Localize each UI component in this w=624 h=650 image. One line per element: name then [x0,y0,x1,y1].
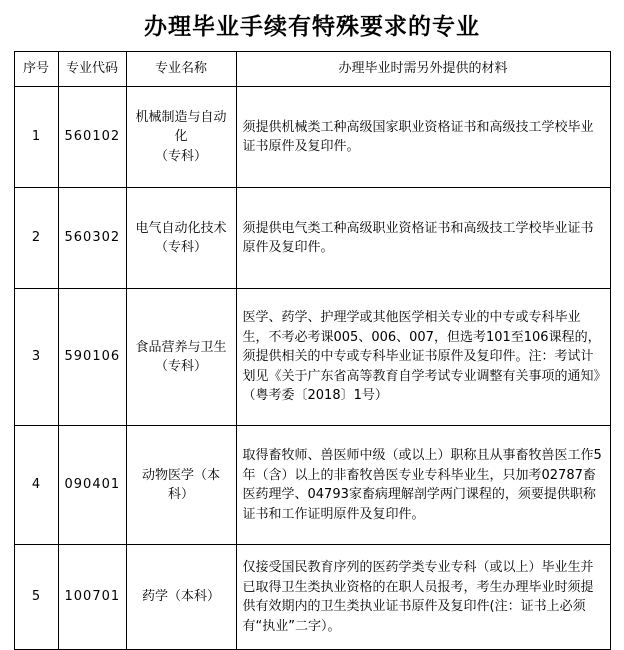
table-row [14,87,610,188]
column-header-materials: 办理毕业时需另外提供的材料 [236,52,610,87]
major-level: （专科） [154,240,207,255]
cell-materials: 仅接受国民教育序列的医药学类专业专科（或以上）毕业生并已取得卫生类执业资格的在职人员报考，考生办理毕业时须提供有效期内的卫生类执业证书原件及复印件(注：证书上必须有“执业”二字）。 [236,545,610,650]
major-name: 电气自动化技术 [135,220,227,236]
cell-no: 3 [14,289,58,426]
column-header-name: 专业名称 [126,52,236,87]
table-row [14,188,610,289]
cell-no: 5 [14,545,58,650]
cell-code: 560302 [58,188,126,289]
table-body [14,87,610,650]
cell-name [126,289,236,426]
major-name: 动物医学（本科） [141,467,220,502]
cell-materials: 取得畜牧师、兽医师中级（或以上）职称且从事畜牧兽医工作5年（含）以上的非畜牧兽医专业专科毕业生，只加考02787畜医药理学、04793家畜病理解剖学两门课程的，须要提供职称证书和工作证明原件及复印件。 [236,426,610,545]
column-header-no: 序号 [14,52,58,87]
cell-materials: 医学、药学、护理学或其他医学相关专业的中专或专科毕业生，不考必考课005、006、007，但选考101至106课程的，须提供相关的中专或专科毕业证书原件及复印件。注：考试计划见《关于广东省高等教育自学考试专业调整有关事项的通知》（粤考委〔2018〕1号） [236,289,610,426]
cell-materials: 须提供机械类工种高级国家职业资格证书和高级技工学校毕业证书原件及复印件。 [236,87,610,188]
column-header-code: 专业代码 [58,52,126,87]
cell-code: 560102 [58,87,126,188]
cell-code: 100701 [58,545,126,650]
major-name: 机械制造与自动化 [135,109,227,145]
cell-name [126,545,236,650]
table-row [14,545,610,650]
table-row [14,426,610,545]
cell-name [126,426,236,545]
cell-code: 590106 [58,289,126,426]
cell-no: 1 [14,87,58,188]
special-requirements-table [14,51,611,650]
page-title: 办理毕业手续有特殊要求的专业 [144,14,480,40]
cell-name [126,188,236,289]
table-header-row [14,52,610,87]
cell-materials: 须提供电气类工种高级职业资格证书和高级技工学校毕业证书原件及复印件。 [236,188,610,289]
major-level: （专科） [154,359,207,374]
table-row [14,289,610,426]
major-level: （专科） [154,148,207,164]
table-header [14,52,610,87]
cell-name [126,87,236,188]
cell-no: 4 [14,426,58,545]
major-name: 药学（本科） [141,589,220,605]
cell-no: 2 [14,188,58,289]
cell-code: 090401 [58,426,126,545]
major-name: 食品营养与卫生 [135,339,227,355]
